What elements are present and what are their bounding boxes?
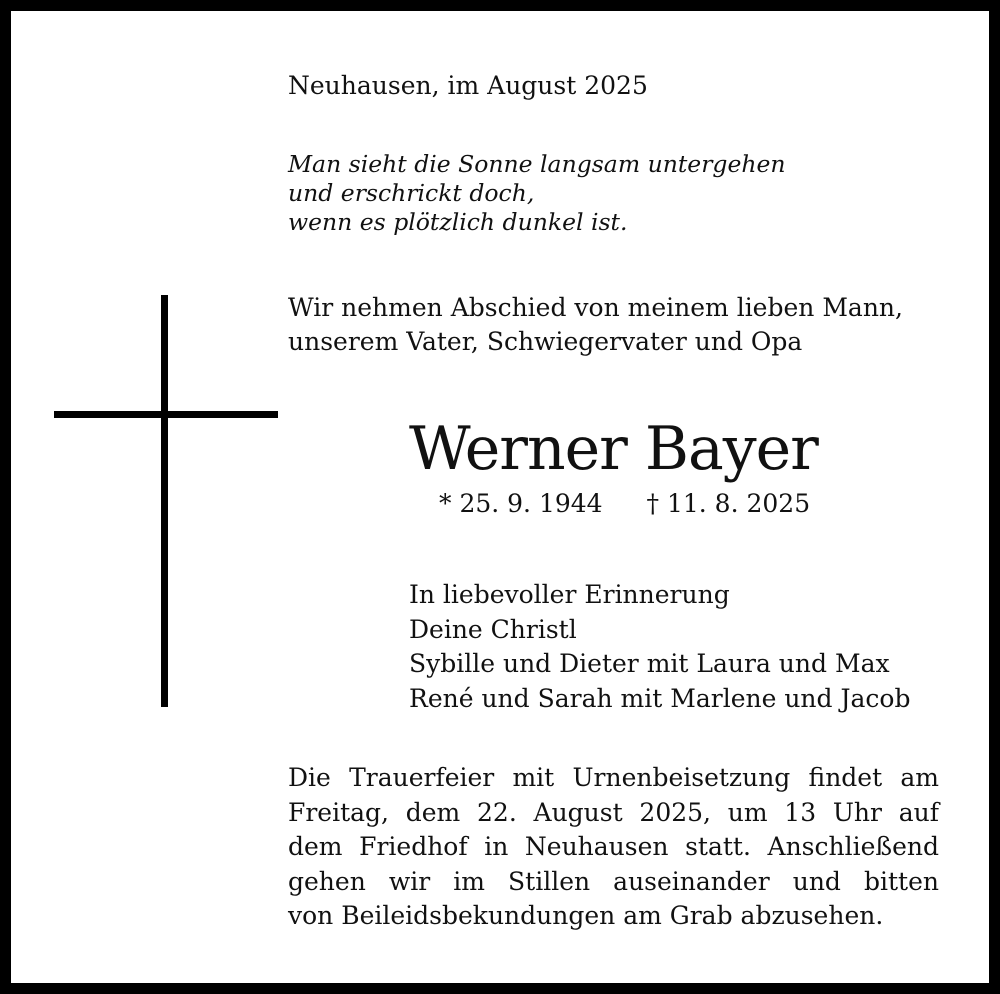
service-line: von Beileidsbekundungen am Grab abzusehen. xyxy=(288,901,884,930)
intro-line: Wir nehmen Abschied von meinem lieben Mann, xyxy=(288,293,903,322)
verse-line: Man sieht die Sonne langsam untergehen xyxy=(288,150,786,178)
signature-line: In liebevoller Erinnerung xyxy=(409,580,730,609)
service-line: Die Trauerfeier mit Urnenbeisetzung findet am xyxy=(288,763,939,792)
death-date: † 11. 8. 2025 xyxy=(646,489,811,518)
cross-vertical-bar xyxy=(161,295,168,707)
mourners-signature xyxy=(409,578,910,716)
verse-line: und erschrickt doch, xyxy=(288,179,535,207)
birth-date: * 25. 9. 1944 xyxy=(439,489,603,518)
cross-horizontal-bar xyxy=(54,411,278,418)
verse-line: wenn es plötzlich dunkel ist. xyxy=(288,208,628,236)
signature-line: Sybille und Dieter mit Laura und Max xyxy=(409,649,890,678)
deceased-name: Werner Bayer xyxy=(409,414,818,484)
intro-line: unserem Vater, Schwiegervater und Opa xyxy=(288,327,803,356)
service-line: dem Friedhof in Neuhausen statt. Anschließend xyxy=(288,832,939,861)
place-date: Neuhausen, im August 2025 xyxy=(288,71,648,100)
signature-line: René und Sarah mit Marlene und Jacob xyxy=(409,683,911,713)
cross-icon xyxy=(54,295,278,707)
service-line: gehen wir im Stillen auseinander und bitten xyxy=(288,866,939,896)
signature-line: Deine Christl xyxy=(409,614,577,644)
service-line: Freitag, dem 22. August 2025, um 13 Uhr auf xyxy=(288,797,939,827)
verse xyxy=(288,150,786,237)
life-dates xyxy=(439,487,810,521)
farewell-intro xyxy=(288,291,903,359)
funeral-service-info xyxy=(288,761,939,934)
